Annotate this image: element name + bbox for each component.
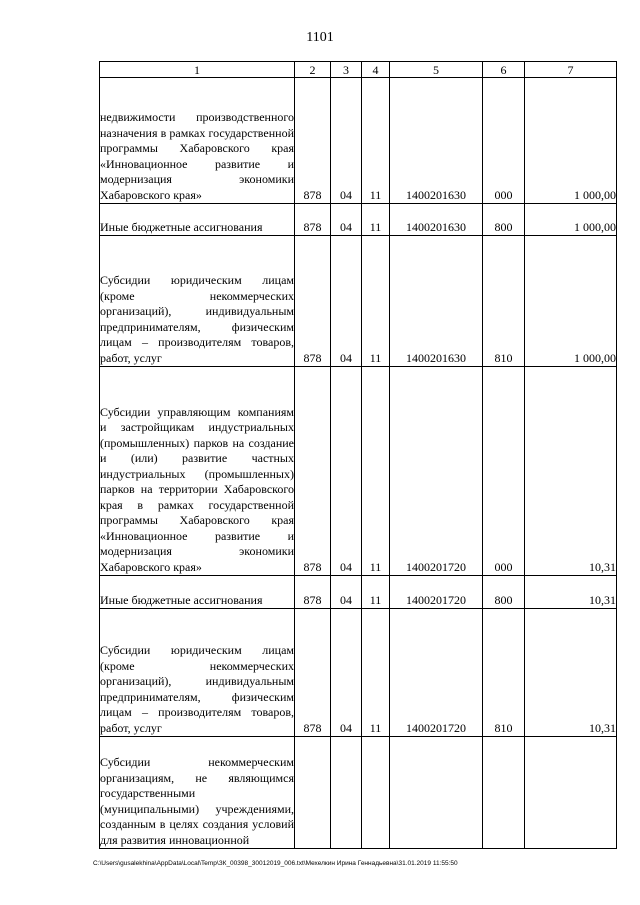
row-name: Иные бюджетные ассигнования	[100, 592, 263, 607]
header-row	[100, 62, 617, 78]
section-cell: 04	[331, 367, 362, 576]
row-name: Субсидии некоммерческим организациям, не являющимся государственными (муниципальными) учреждениями, созданным в целях создания условий для развития инновационной	[100, 755, 294, 847]
subsection-cell: 11	[362, 204, 390, 236]
expense-type-cell	[483, 737, 525, 849]
admin-code-cell: 878	[295, 367, 331, 576]
row-name-cell	[100, 609, 295, 737]
expense-type-cell: 810	[483, 236, 525, 367]
row-name: Иные бюджетные ассигнования	[100, 219, 263, 234]
admin-code-cell: 878	[295, 609, 331, 737]
header-col-1: 1	[100, 62, 295, 78]
header-col-4: 4	[362, 62, 390, 78]
header-col-3: 3	[331, 62, 362, 78]
amount-cell: 1 000,00	[525, 236, 617, 367]
admin-code-cell: 878	[295, 78, 331, 204]
section-cell: 04	[331, 204, 362, 236]
row-name-cell	[100, 204, 295, 236]
subsection-cell: 11	[362, 236, 390, 367]
row-name-cell	[100, 737, 295, 849]
header-col-2: 2	[295, 62, 331, 78]
subsection-cell: 11	[362, 78, 390, 204]
table-row	[100, 576, 617, 609]
page-number: 1101	[306, 30, 334, 45]
table-row	[100, 78, 617, 204]
amount-cell: 1 000,00	[525, 204, 617, 236]
expense-type-cell: 800	[483, 576, 525, 609]
section-cell: 04	[331, 576, 362, 609]
target-article-cell: 1400201630	[390, 78, 483, 204]
subsection-cell: 11	[362, 367, 390, 576]
admin-code-cell: 878	[295, 576, 331, 609]
expense-type-cell: 810	[483, 609, 525, 737]
amount-cell: 10,31	[525, 576, 617, 609]
subsection-cell: 11	[362, 576, 390, 609]
subsection-cell	[362, 737, 390, 849]
target-article-cell: 1400201720	[390, 609, 483, 737]
expense-type-cell: 800	[483, 204, 525, 236]
target-article-cell: 1400201630	[390, 204, 483, 236]
header-col-5: 5	[390, 62, 483, 78]
budget-table	[99, 61, 617, 849]
section-cell	[331, 737, 362, 849]
header-col-6: 6	[483, 62, 525, 78]
header-col-7: 7	[525, 62, 617, 78]
table-row	[100, 367, 617, 576]
amount-cell: 10,31	[525, 367, 617, 576]
file-path-footer: C:\Users\gusalekhina\AppData\Local\Temp\ЗК_00398_30012019_006.txt\Мехелкин Ирина Геннадьевна\31.01.2019 11:55:50	[93, 860, 458, 867]
target-article-cell: 1400201630	[390, 236, 483, 367]
table-row	[100, 737, 617, 849]
section-cell: 04	[331, 609, 362, 737]
target-article-cell	[390, 737, 483, 849]
amount-cell	[525, 737, 617, 849]
row-name-cell	[100, 78, 295, 204]
row-name: Субсидии юридическим лицам (кроме некоммерческих организаций), индивидуальным предпринимателям, физическим лицам – производителям товаров, работ, услуг	[100, 643, 294, 735]
amount-cell: 10,31	[525, 609, 617, 737]
admin-code-cell: 878	[295, 204, 331, 236]
table-row	[100, 609, 617, 737]
target-article-cell: 1400201720	[390, 576, 483, 609]
section-cell: 04	[331, 236, 362, 367]
table-row	[100, 204, 617, 236]
row-name-cell	[100, 236, 295, 367]
row-name: Субсидии юридическим лицам (кроме некоммерческих организаций), индивидуальным предпринимателям, физическим лицам – производителям товаров, работ, услуг	[100, 273, 294, 365]
row-name-cell	[100, 576, 295, 609]
table-row	[100, 236, 617, 367]
admin-code-cell: 878	[295, 236, 331, 367]
amount-cell: 1 000,00	[525, 78, 617, 204]
section-cell: 04	[331, 78, 362, 204]
subsection-cell: 11	[362, 609, 390, 737]
target-article-cell: 1400201720	[390, 367, 483, 576]
row-name: недвижимости производственного назначения в рамках государственной программы Хабаровского края «Инновационное развитие и модернизация экономики Хабаровского края»	[100, 110, 294, 202]
admin-code-cell	[295, 737, 331, 849]
expense-type-cell: 000	[483, 78, 525, 204]
expense-type-cell: 000	[483, 367, 525, 576]
row-name: Субсидии управляющим компаниям и застройщикам индустриальных (промышленных) парков на создание и (или) развитие частных индустриальных (промышленных) парков на территории Хабаровского края в рамках государственной программы Хабаровского края «Инновационное развитие и модернизация экономики Хабаровского края»	[100, 404, 294, 574]
row-name-cell	[100, 367, 295, 576]
